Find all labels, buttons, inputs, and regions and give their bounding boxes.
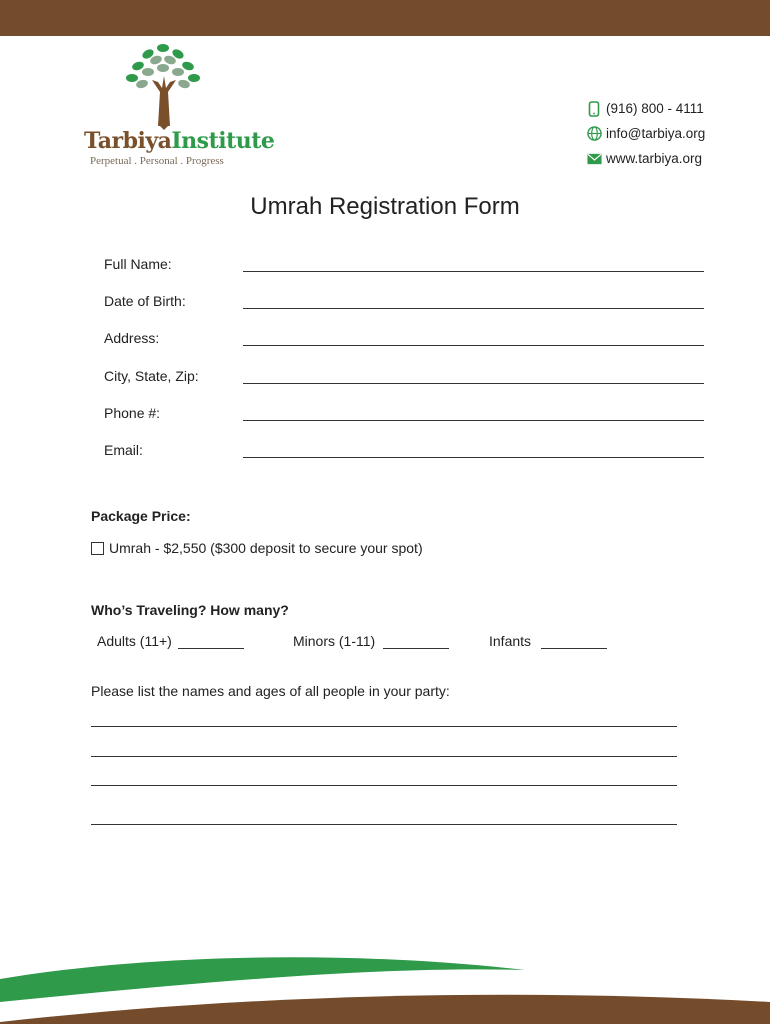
party-line[interactable] bbox=[91, 824, 677, 825]
tree-icon bbox=[118, 40, 208, 130]
field-label: Full Name: bbox=[104, 256, 172, 272]
field-address[interactable] bbox=[104, 330, 704, 350]
party-prompt: Please list the names and ages of all people in your party: bbox=[91, 683, 450, 699]
brand-name: TarbiyaInstitute bbox=[84, 128, 275, 154]
footer-wave bbox=[0, 944, 770, 1024]
globe-icon bbox=[586, 126, 602, 142]
field-line[interactable] bbox=[243, 457, 704, 458]
adults-label: Adults (11+) bbox=[97, 633, 172, 649]
phone-icon bbox=[586, 101, 602, 117]
travelers-heading: Who’s Traveling? How many? bbox=[91, 602, 289, 618]
adults-blank[interactable] bbox=[178, 634, 244, 649]
field-date-of-birth[interactable] bbox=[104, 293, 704, 313]
contact-website bbox=[586, 146, 705, 171]
contact-phone bbox=[586, 96, 705, 121]
field-label: Date of Birth: bbox=[104, 293, 186, 309]
minors-label: Minors (1-11) bbox=[293, 633, 376, 649]
package-option[interactable] bbox=[91, 540, 423, 556]
field-label: Phone #: bbox=[104, 405, 161, 421]
infants-blank[interactable] bbox=[541, 634, 607, 649]
field-city-state-zip[interactable] bbox=[104, 368, 704, 388]
field-line[interactable] bbox=[243, 420, 704, 421]
package-option-label: Umrah - $2,550 ($300 deposit to secure your spot) bbox=[109, 540, 423, 556]
minors-blank[interactable] bbox=[383, 634, 449, 649]
contact-info bbox=[586, 96, 705, 171]
party-line[interactable] bbox=[91, 726, 677, 727]
form-title: Umrah Registration Form bbox=[250, 193, 520, 220]
tagline: Perpetual . Personal . Progress bbox=[90, 155, 224, 167]
email-text: info@tarbiya.org bbox=[606, 126, 706, 141]
contact-email bbox=[586, 121, 705, 146]
infants-label: Infants bbox=[489, 633, 532, 649]
party-line[interactable] bbox=[91, 785, 677, 786]
minors-count[interactable] bbox=[293, 633, 449, 649]
tarbiya-logo bbox=[84, 40, 275, 170]
field-line[interactable] bbox=[243, 271, 704, 272]
field-label: Email: bbox=[104, 442, 143, 458]
header-bar bbox=[0, 0, 770, 36]
field-email[interactable] bbox=[104, 442, 704, 462]
field-line[interactable] bbox=[243, 308, 704, 309]
field-full-name[interactable] bbox=[104, 256, 704, 276]
field-line[interactable] bbox=[243, 383, 704, 384]
field-label: City, State, Zip: bbox=[104, 368, 199, 384]
field-line[interactable] bbox=[243, 345, 704, 346]
party-line[interactable] bbox=[91, 756, 677, 757]
phone-text: (916) 800 - 4111 bbox=[606, 101, 704, 116]
package-checkbox[interactable] bbox=[91, 542, 104, 555]
envelope-icon bbox=[586, 151, 602, 167]
field-label: Address: bbox=[104, 330, 160, 346]
website-text: www.tarbiya.org bbox=[606, 151, 703, 166]
field-phone[interactable] bbox=[104, 405, 704, 425]
infants-count[interactable] bbox=[489, 633, 607, 649]
package-heading: Package Price: bbox=[91, 508, 191, 524]
adults-count[interactable] bbox=[97, 633, 244, 649]
